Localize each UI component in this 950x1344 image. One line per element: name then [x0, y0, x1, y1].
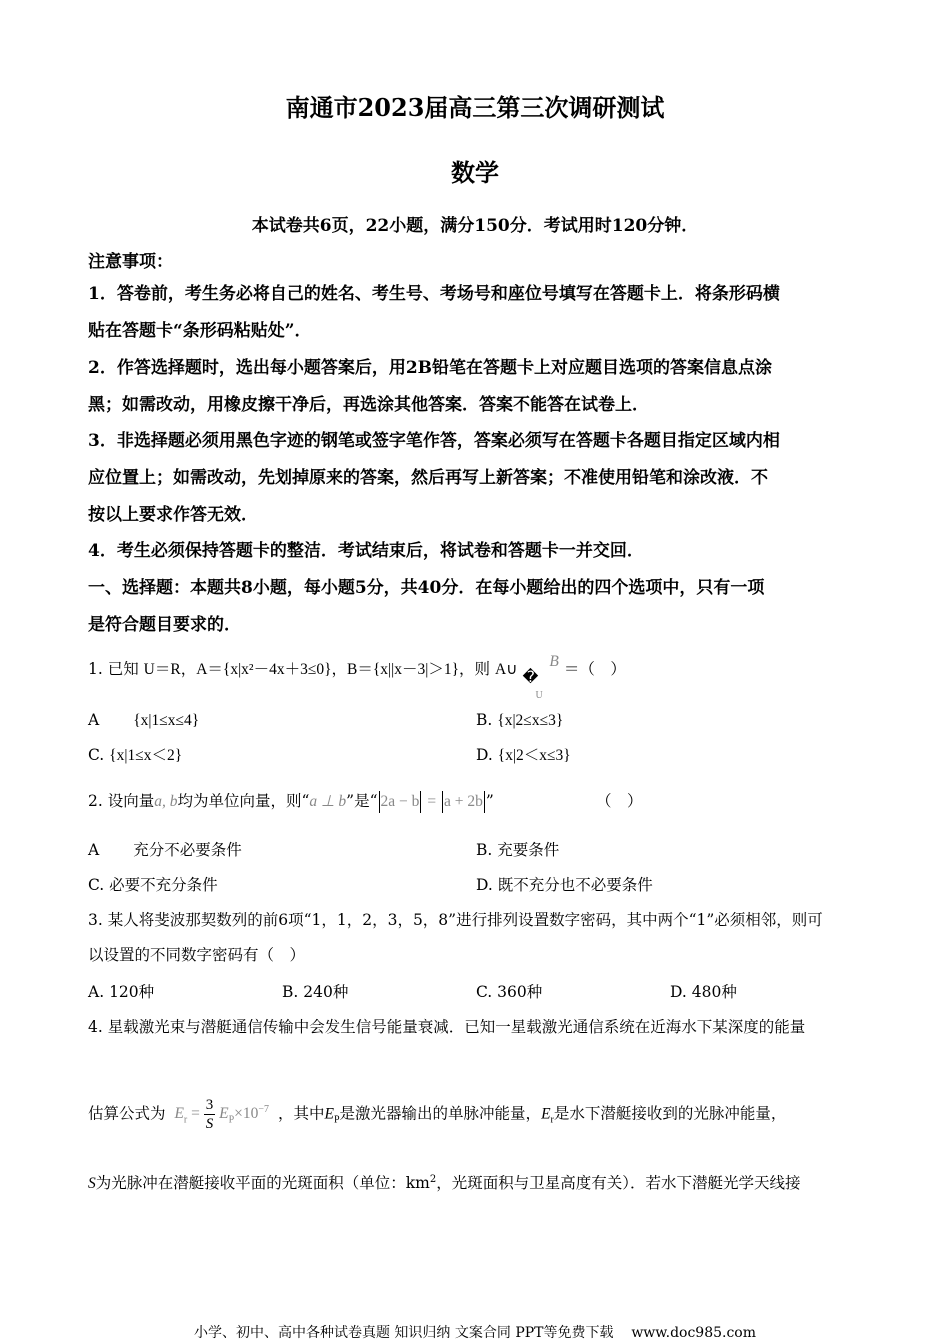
q2-paren: （ ） [596, 792, 643, 810]
q1-option-b[interactable]: B. {x|2≤x≤3} [476, 711, 564, 729]
q1-option-c[interactable]: C. {x|1≤x＜2} [88, 746, 183, 764]
notice-item: 按以上要求作答无效． [88, 505, 258, 525]
notice-item: 4．考生必须保持答题卡的整洁．考试结束后，将试卷和答题卡一并交回． [88, 541, 644, 561]
q1-missing-glyph: � [522, 669, 539, 686]
q3-option-b[interactable]: B. 240种 [282, 983, 349, 1001]
q2-option-a[interactable]: A 充分不必要条件 [88, 841, 242, 859]
q2-lhs: 2a − b [380, 793, 420, 810]
question-4-line3: S为光脉冲在潜艇接收平面的光斑面积（单位：$km^2$，光斑面积与卫星高度有关）．若水下潜艇光学天线接 [88, 1174, 801, 1193]
notice-heading: 注意事项： [88, 252, 173, 272]
footer-text: 小学、初中、高中各种试卷真题 知识归纳 文案合同 PPT等免费下载 [193, 1325, 614, 1341]
exam-title: 南通市2023届高三第三次调研测试 [285, 93, 665, 122]
q1-prefix: 1. 已知 [88, 660, 139, 678]
question-3-line1: 3. 某人将斐波那契数列的前6项“1，1，2，3，5，8”进行排列设置数字密码，其中两个“1”必须相邻，则可 [88, 911, 823, 929]
question-4-line2: 估算公式为 $E_r$ = $\frac{3}{S}$ $E_P\times 10^{-7}$ ，其中$E_P$是激光器输出的单脉冲能量，$E_r$是水下潜艇接收到的光脉冲能量， [88, 1092, 864, 1138]
q2-option-d[interactable]: D. 既不充分也不必要条件 [476, 876, 653, 894]
q3-option-a[interactable]: A. 120种 [88, 983, 155, 1001]
question-4-line1: 4. 星载激光束与潜艇通信传输中会发生信号能量衰减．已知一星载激光通信系统在近海水下某深度的能量 [88, 1018, 806, 1036]
question-2: 2. 设向量a, b均为单位向量，则“a ⊥ b”是“ 2a − b = a + 2b ” （ ） [88, 784, 864, 819]
exam-info: 本试卷共6页，22小题，满分150分．考试用时120分钟． [251, 216, 699, 236]
subject-title: 数学 [451, 158, 499, 187]
notice-item: 贴在答题卡“条形码粘贴处”． [88, 321, 312, 341]
q1-condition: U＝R，A＝{x|x²－4x＋3≤0}，B＝{x||x－3|＞1}，则 [143, 661, 491, 678]
q1-expr: A∪ [494, 661, 518, 678]
q1-b: B [549, 653, 559, 670]
notice-item: 2．作答选择题时，选出每小题答案后，用2B铅笔在答题卡上对应题目选项的答案信息点涂 [88, 358, 773, 378]
notice-item: 黑；如需改动，用橡皮擦干净后，再选涂其他答案．答案不能答在试卷上． [88, 395, 649, 415]
q1-subscript: U [535, 690, 543, 701]
notice-item: 1．答卷前，考生务必将自己的姓名、考生号、考场号和座位号填写在答题卡上．将条形码横 [88, 284, 780, 304]
q1-tail: ＝（ ） [563, 661, 626, 678]
q2-vars: a, b [154, 793, 178, 810]
q1-option-d[interactable]: D. {x|2＜x≤3} [476, 746, 571, 764]
notice-item: 3．非选择题必须用黑色字迹的钢笔或签字笔作答，答案必须写在答题卡各题目指定区域内相 [88, 431, 780, 451]
q2-perp: a ⊥ b [309, 793, 347, 810]
q2-option-b[interactable]: B. 充要条件 [476, 841, 560, 859]
question-1 [88, 652, 864, 701]
section-heading: 一、选择题：本题共8小题，每小题5分，共40分．在每小题给出的四个选项中，只有一项 [88, 578, 765, 598]
q1-option-a[interactable]: A {x|1≤x≤4} [88, 711, 200, 729]
question-3-line2: 以设置的不同数字密码有（ ） [88, 946, 306, 964]
q2-option-c[interactable]: C. 必要不充分条件 [88, 876, 218, 894]
energy-formula: $E_r$ = $\frac{3}{S}$ $E_P\times 10^{-7}$ [174, 1097, 270, 1133]
notice-item: 应位置上；如需改动，先划掉原来的答案，然后再写上新答案；不准使用铅笔和涂改液．不 [88, 468, 768, 488]
q2-rhs: a + 2b [444, 793, 483, 810]
q3-option-d[interactable]: D. 480种 [670, 983, 737, 1001]
q3-option-c[interactable]: C. 360种 [476, 983, 543, 1001]
footer-url[interactable]: www.doc985.com [631, 1325, 757, 1341]
section-heading-cont: 是符合题目要求的． [88, 615, 241, 635]
page-footer [0, 1322, 950, 1342]
